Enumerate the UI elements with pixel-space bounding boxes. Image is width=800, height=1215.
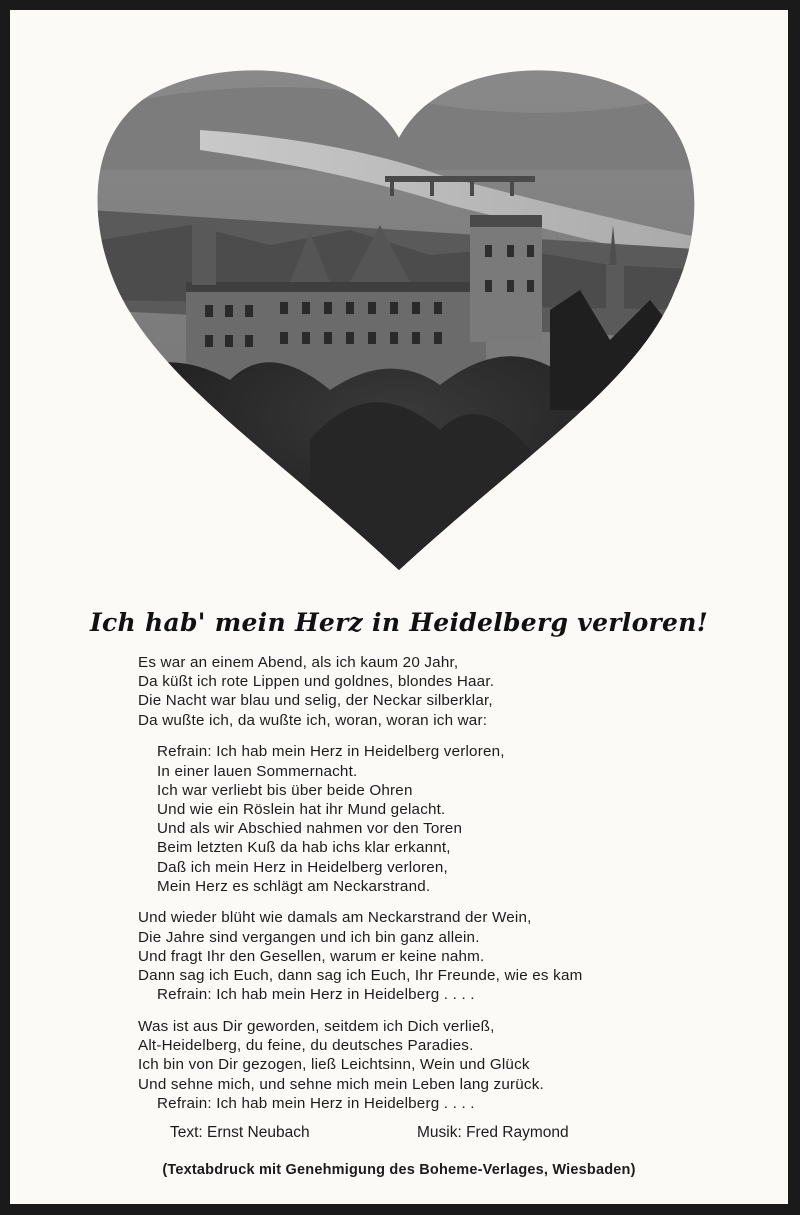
refrain-line: Mein Herz es schlägt am Neckarstrand. xyxy=(157,877,431,895)
verse-line: Und wieder blüht wie damals am Neckarstrand der Wein, xyxy=(138,909,532,927)
refrain-line: Refrain: Ich hab mein Herz in Heidelberg verloren, xyxy=(157,743,505,761)
verse-line: Ich bin von Dir gezogen, ließ Leichtsinn, Wein und Glück xyxy=(138,1056,530,1074)
verse-line: Und sehne mich, und sehne mich mein Leben lang zurück. xyxy=(138,1075,544,1093)
verse-line: Und fragt Ihr den Gesellen, warum er keine nahm. xyxy=(138,947,485,965)
refrain-line: Beim letzten Kuß da hab ichs klar erkannt, xyxy=(157,839,451,857)
verse-line: Dann sag ich Euch, dann sag ich Euch, Ihr Freunde, wie es kam xyxy=(138,967,583,985)
refrain-line: Und als wir Abschied nahmen vor den Toren xyxy=(157,820,463,838)
refrain-reference: Refrain: Ich hab mein Herz in Heidelberg . . . . xyxy=(157,986,475,1004)
song-title: Ich hab' mein Herz in Heidelberg verloren! xyxy=(90,608,708,637)
verse-line: Die Nacht war blau und selig, der Neckar silberklar, xyxy=(138,692,493,710)
refrain-line: In einer lauen Sommernacht. xyxy=(157,762,358,780)
reprint-permission-note: (Textabdruck mit Genehmigung des Boheme-Verlages, Wiesbaden) xyxy=(162,1162,636,1178)
lyricist-credit: Text: Ernst Neubach xyxy=(170,1124,310,1141)
refrain-line: Ich war verliebt bis über beide Ohren xyxy=(157,781,413,799)
refrain xyxy=(138,742,768,896)
refrain-line: Daß ich mein Herz in Heidelberg verloren, xyxy=(157,858,448,876)
verse-line: Da wußte ich, da wußte ich, woran, woran ich war: xyxy=(138,711,488,729)
composer-credit: Musik: Fred Raymond xyxy=(417,1124,569,1141)
verse-line: Die Jahre sind vergangen und ich bin ganz allein. xyxy=(138,928,480,946)
verse-line: Es war an einem Abend, als ich kaum 20 Jahr, xyxy=(138,654,459,671)
verse-line: Da küßt ich rote Lippen und goldnes, blondes Haar. xyxy=(138,673,495,691)
heart-photo-heidelberg-castle xyxy=(10,10,788,610)
postcard xyxy=(10,10,788,1204)
verse-1 xyxy=(138,653,768,730)
refrain-reference: Refrain: Ich hab mein Herz in Heidelberg . . . . xyxy=(157,1094,475,1112)
lyrics xyxy=(138,653,768,1113)
verse-line: Was ist aus Dir geworden, seitdem ich Dich verließ, xyxy=(138,1017,495,1035)
verse-2 xyxy=(138,908,768,1004)
verse-line: Alt-Heidelberg, du feine, du deutsches Paradies. xyxy=(138,1037,474,1055)
verse-3 xyxy=(138,1017,768,1113)
refrain-line: Und wie ein Röslein hat ihr Mund gelacht. xyxy=(157,800,446,818)
